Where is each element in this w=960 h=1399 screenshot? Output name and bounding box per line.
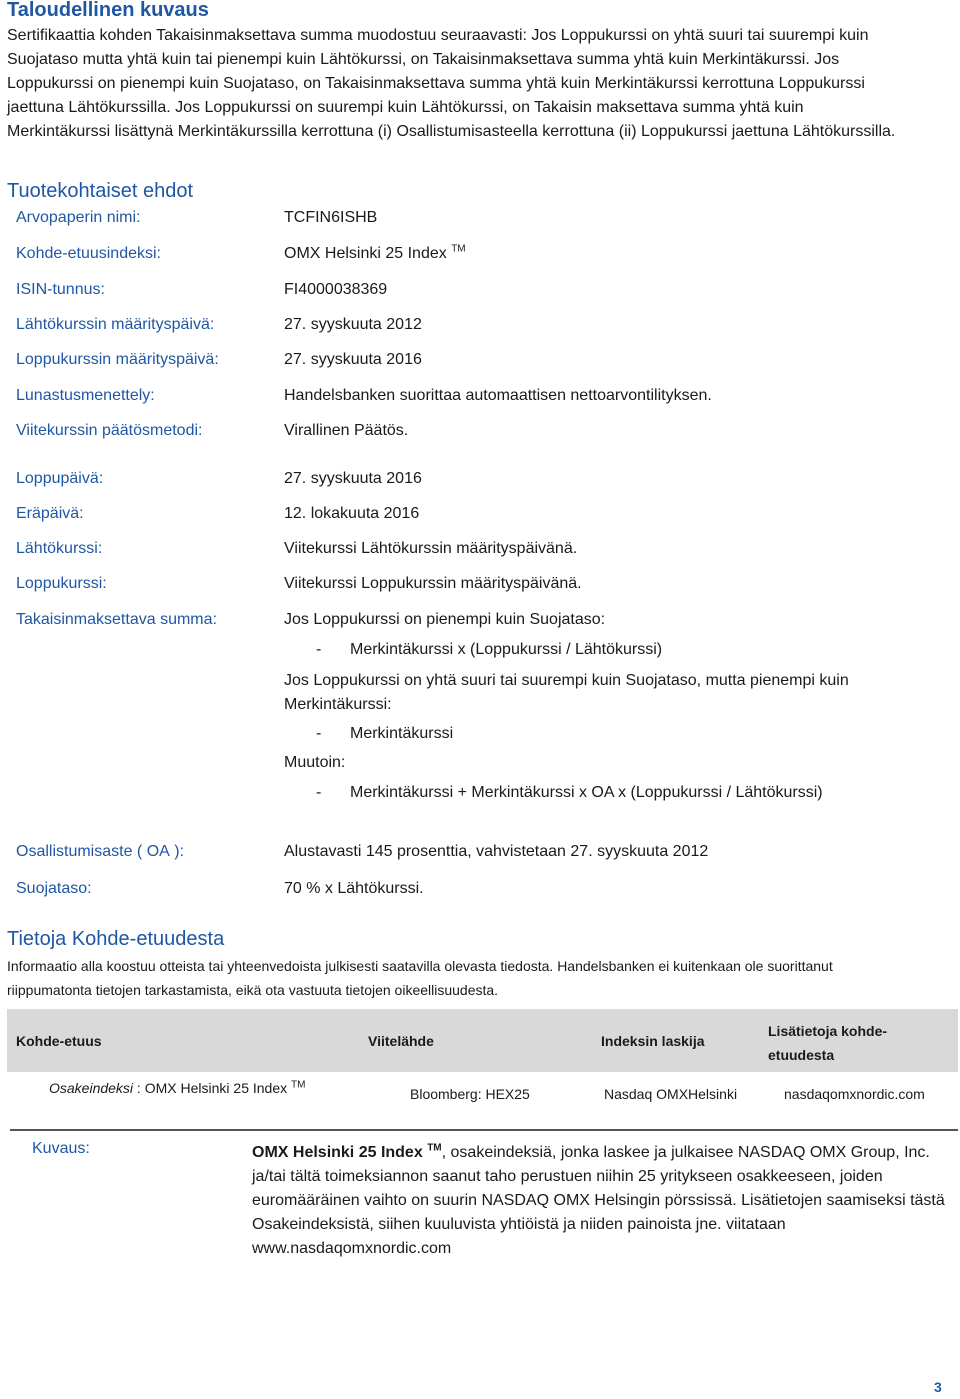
last-day-label: Loppupäivä: — [16, 470, 104, 487]
redemption-formula-3: Merkintäkurssi + Merkintäkurssi x OA x (Loppukurssi / Lähtökurssi) — [350, 784, 823, 801]
initial-date-label: Lähtökurssin määrityspäivä: — [16, 316, 215, 333]
table-cell-info: nasdaqomxnordic.com — [784, 1086, 925, 1102]
settlement-label: Lunastusmenettely: — [16, 387, 155, 404]
final-date-label: Loppukurssin määrityspäivä: — [16, 351, 219, 368]
section-title-financial: Taloudellinen kuvaus — [7, 0, 209, 21]
table-header-cell: Kohde-etuus — [16, 1033, 102, 1049]
redemption-case-2: Jos Loppukurssi on yhtä suuri tai suurempi kuin Suojataso, mutta pienempi kuin Merkintäkurssi: — [284, 672, 849, 713]
redemption-formula-2: Merkintäkurssi — [350, 725, 454, 742]
description-text — [252, 1141, 952, 1261]
maturity-value: 12. lokakuuta 2016 — [284, 505, 420, 522]
security-name-value: TCFIN6ISHB — [284, 209, 378, 226]
table-header-cell: Viitelähde — [368, 1033, 434, 1049]
underlying-name: OMX Helsinki 25 Index — [144, 1080, 288, 1096]
table-header-cell: Indeksin laskija — [601, 1033, 705, 1049]
settlement-value: Handelsbanken suorittaa automaattisen nettoarvontilityksen. — [284, 387, 712, 404]
description-body: , osakeindeksiä, jonka laskee ja julkaisee NASDAQ OMX Group, Inc. ja/tai tältä toimeksiannon saanut taho perustuen niihin 25 yritykseen osakkeeseen, joiden euromääräinen vaihto on suurin NASDAQ OMX Helsingin pörssissä. Lisätietojen saamiseksi tästä Osakeindeksistä, siihen kuuluvista yhtiöistä ja niiden painoista jne. viitataan www.nasdaqomxnordic.com — [252, 1144, 945, 1257]
underlying-label: Kohde-etuusindeksi: — [16, 245, 161, 262]
bullet-dash: - — [316, 641, 322, 658]
participation-label: Osallistumisaste ( OA ): — [16, 843, 185, 860]
fixing-label: Viitekurssin päätösmetodi: — [16, 422, 203, 439]
barrier-label: Suojataso: — [16, 880, 92, 897]
section-title-product-terms: Tuotekohtaiset ehdot — [7, 180, 194, 202]
table-divider — [10, 1129, 958, 1131]
final-level-value: Viitekurssi Loppukurssin määrityspäivänä. — [284, 575, 582, 592]
underlying-info-paragraph: Informaatio alla koostuu otteista tai yhteenvedoista julkisesti saatavilla olevasta tiedosta. Handelsbanken ei kuitenkaan ole suorittanut riippumatonta tietojen tarkastamista, eikä ota vastuuta tietojen oikeellisuudesta. — [7, 958, 833, 998]
table-cell-calculator: Nasdaq OMXHelsinki — [604, 1086, 738, 1102]
redemption-formula-1: Merkintäkurssi x (Loppukurssi / Lähtökurssi) — [350, 641, 663, 658]
final-date-value: 27. syyskuuta 2016 — [284, 351, 422, 368]
last-day-value: 27. syyskuuta 2016 — [284, 470, 422, 487]
security-name-label: Arvopaperin nimi: — [16, 209, 141, 226]
underlying-value — [284, 245, 466, 263]
bullet-dash: - — [316, 725, 322, 742]
fixing-value: Virallinen Päätös. — [284, 422, 409, 439]
page-number: 3 — [934, 1379, 942, 1395]
maturity-label: Eräpäivä: — [16, 505, 84, 522]
bullet-dash: - — [316, 784, 322, 801]
table-cell-source: Bloomberg: HEX25 — [410, 1086, 530, 1102]
isin-label: ISIN-tunnus: — [16, 281, 105, 298]
description-index-name: OMX Helsinki 25 Index — [252, 1144, 423, 1161]
initial-level-label: Lähtökurssi: — [16, 540, 103, 557]
underlying-separator: : — [133, 1080, 145, 1096]
underlying-type: Osakeindeksi — [49, 1080, 134, 1096]
trademark-mark: TM — [451, 243, 466, 255]
final-level-label: Loppukurssi: — [16, 575, 107, 592]
trademark-mark: TM — [427, 1142, 442, 1154]
initial-date-value: 27. syyskuuta 2012 — [284, 316, 422, 333]
table-header-cell: Lisätietoja kohde-etuudesta — [768, 1023, 888, 1063]
participation-value: Alustavasti 145 prosenttia, vahvistetaan 27. syyskuuta 2012 — [284, 843, 709, 860]
redemption-case-1: Jos Loppukurssi on pienempi kuin Suojataso: — [284, 611, 606, 628]
table-cell-underlying — [49, 1080, 305, 1096]
section-title-underlying-info: Tietoja Kohde-etuudesta — [7, 928, 225, 950]
isin-value: FI4000038369 — [284, 281, 388, 298]
trademark-mark: TM — [291, 1079, 306, 1091]
financial-description-paragraph: Sertifikaattia kohden Takaisinmaksettava summa muodostuu seuraavasti: Jos Loppukurssi on yhtä suuri tai suurempi kuin Suojataso mutta yhtä kuin tai pienempi kuin Lähtökurssi, on Takaisinmaksettava summa yhtä kuin Merkintäkurssi. Jos Loppukurssi on pienempi kuin Suojataso, on Takaisinmaksettava summa yhtä kuin Merkintäkurssi kerrottuna Loppukurssi jaettuna Lähtökurssilla. Jos Loppukurssi on suurempi kuin Lähtökurssi, on Takaisin maksettava summa yhtä kuin Merkintäkurssi lisättynä Merkintäkurssilla kerrottuna (i) Osallistumisasteella kerrottuna (ii) Loppukurssi jaettuna Lähtökurssilla. — [7, 27, 896, 140]
redemption-case-3: Muutoin: — [284, 754, 346, 771]
redemption-label: Takaisinmaksettava summa: — [16, 611, 217, 628]
description-label: Kuvaus: — [32, 1140, 90, 1157]
barrier-value: 70 % x Lähtökurssi. — [284, 880, 424, 897]
table-header-row — [7, 1009, 958, 1072]
initial-level-value: Viitekurssi Lähtökurssin määrityspäivänä. — [284, 540, 578, 557]
underlying-value-text: OMX Helsinki 25 Index — [284, 245, 447, 262]
